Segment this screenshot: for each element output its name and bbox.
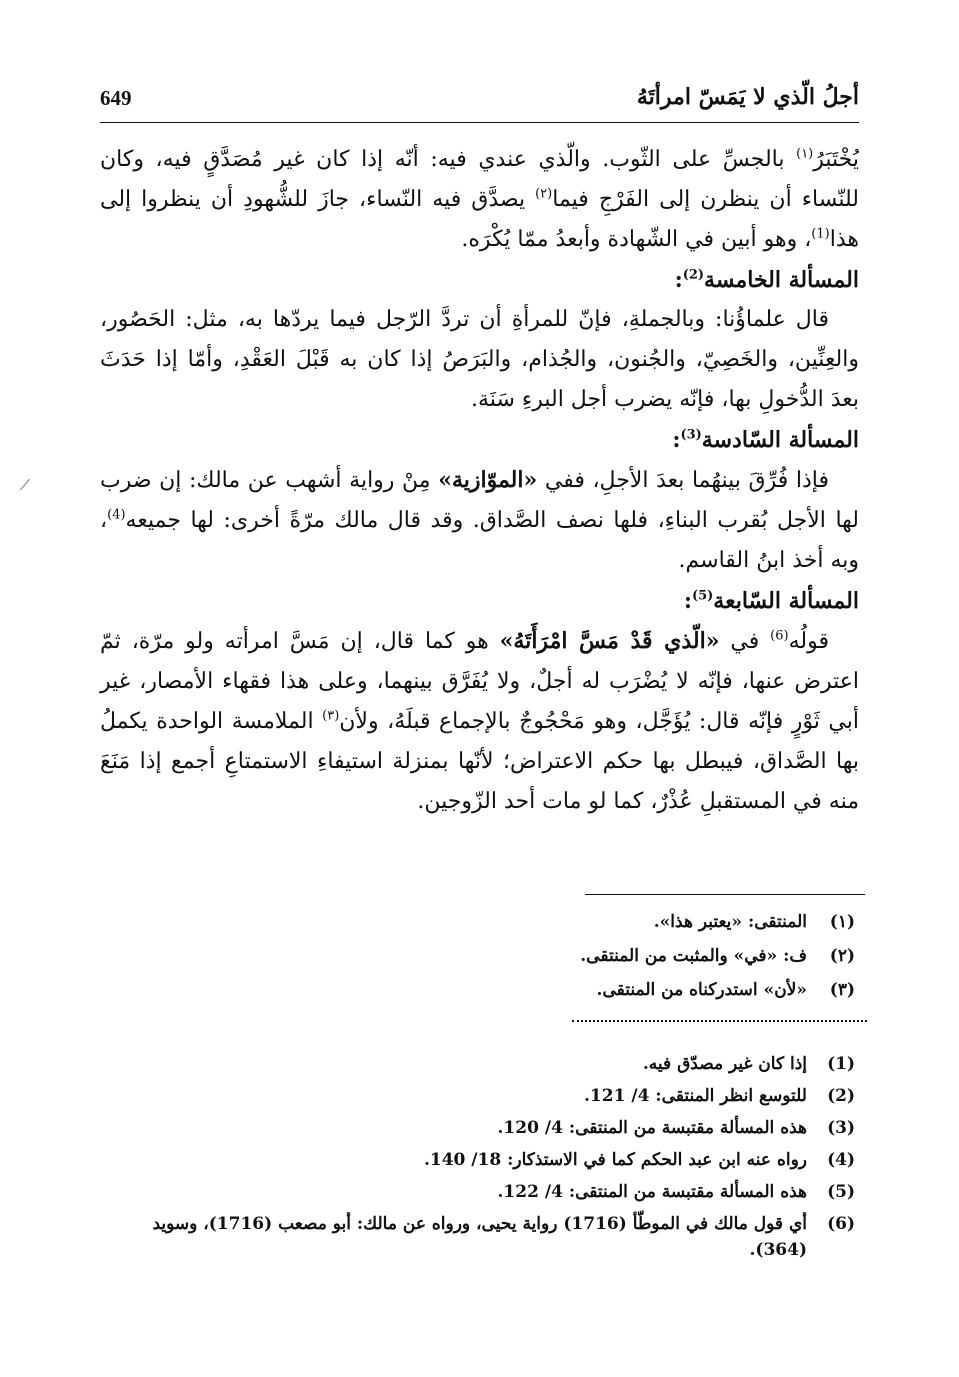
main-text xyxy=(100,140,859,822)
footnote-ref: (3) xyxy=(680,427,702,443)
footnote-separator xyxy=(585,894,865,895)
footnote-number: (4) xyxy=(827,1150,855,1170)
footnote-item xyxy=(99,1080,859,1112)
footnote-item xyxy=(99,1176,859,1208)
footnote-text: للتوسع انظر المنتقى: 4/ 121. xyxy=(584,1086,807,1106)
footnote-dotted-separator xyxy=(572,1020,867,1022)
footnote-number: (٣) xyxy=(829,980,855,1000)
paragraph-4: قولُه$^{(6)}$ في «الّذي قَدْ مَسَّ امْرَأَتَهُ» هو كما قال، إن مَسَّ امرأته ولو مرّة، ثمّ اعترض عنها، فإنّه لا يُضْرَب له أجلٌ، ولا يُفَرَّق بينهما، وعلى هذا فقهاء الأمصار، غير أبي ثَوْرٍ فإنّه قال: يُؤَجَّل، وهو مَحْجُوجٌ بالإجماع قبلَهُ، ولأن$^{(٣)}$ الملامسة الواحدة يكملُ بها الصَّداق، فيبطل بها حكم الاعتراض؛ لأنّها بمنزلة استيفاءِ الاستمتاعِ أجمع إذا مَنَعَ منه في المستقبلِ عُذْرٌ، كما لو مات أحد الزّوجين. xyxy=(100,628,859,814)
paragraph-3: فإذا فُرِّقَ بينهُما بعدَ الأجلِ، ففي «الموّازية» مِنْ رواية أشهب عن مالك: إن ضرب لها الأجل بُقرب البناءِ، فلها نصف الصَّداق. وقد قال مالك مرّةً أخرى: لها جميعه$^{(4)}$، وبه أخذ ابنُ القاسم. xyxy=(100,467,859,573)
footnote-text: هذه المسألة مقتبسة من المنتقى: 4/ 120. xyxy=(497,1118,807,1138)
footnote-ref: (2) xyxy=(682,267,705,283)
paragraph-1: يُخْتَبَرُ$^{(١)}$ بالجسِّ على الثّوب. والّذي عندي فيه: أنّه إذا كان غير مُصَدَّقٍ فيه، وكان للنّساء أن ينظرن إلى الفَرْجِ فيما$^{(٢)}$ يصدَّق فيه النّساء، جازَ للشُّهودِ أن ينظروا إلى هذا$^{(1)}$، وهو أبين في الشّهادة وأبعدُ ممّا يُكْرَه. xyxy=(100,146,860,252)
footnote-text: أي قول مالك في الموطّأ (1716) رواية يحيى، ورواه عن مالك: أبو مصعب (1716)، وسويد (364). xyxy=(152,1214,807,1260)
footnote-ref: (٢) xyxy=(535,186,553,202)
footnote-number: (١) xyxy=(829,912,855,932)
page-header xyxy=(100,84,859,118)
footnote-ref: (6) xyxy=(770,628,789,644)
header-rule xyxy=(100,122,859,123)
footnote-text: إذا كان غير مصدّق فيه. xyxy=(642,1054,807,1074)
section-heading-6: المسألة السّادسة$^{(3)}$: xyxy=(672,427,859,453)
footnote-item xyxy=(99,1208,859,1263)
footnote-ref: (5) xyxy=(691,588,714,604)
footnote-item xyxy=(99,1144,859,1176)
footnote-number: (1) xyxy=(827,1054,855,1074)
bold-citation: «الّذي قَدْ مَسَّ امْرَأَتَهُ» xyxy=(499,628,720,654)
section-heading-5: المسألة الخامسة$^{(2)}$: xyxy=(674,267,859,293)
footnote-number: (5) xyxy=(827,1182,855,1202)
manuscript-footnotes xyxy=(99,905,859,1007)
footnote-text: ف: «في» والمثبت من المنتقى. xyxy=(580,946,807,966)
footnote-item xyxy=(99,1112,859,1144)
running-title: أجلُ الّذي لا يَمَسّ امرأتَهُ xyxy=(636,84,859,110)
page-number: 649 xyxy=(100,86,132,110)
footnote-item xyxy=(99,1048,859,1080)
footnote-text: المنتقى: «يعتبر هذا». xyxy=(653,912,807,932)
footnote-ref: (4) xyxy=(107,507,126,523)
editor-footnotes xyxy=(99,1048,859,1263)
footnote-number: (2) xyxy=(827,1086,855,1106)
paragraph-2: قال علماؤُنا: وبالجملةِ، فإنّ للمرأةِ أن تردَّ الرّجل فيما يردّها به، مثل: الحَصُور، والعِنِّين، والخَصِيّ، والجُنون، والجُذام، والبَرَصُ إذا كان به قَبْلَ العَقْدِ، وأمّا إذا حَدَثَ بعدَ الدُّخولِ بها، فإنّه يضرب أجل البرءِ سَنَة. xyxy=(100,307,859,412)
margin-mark xyxy=(20,479,30,490)
footnote-ref: (1) xyxy=(811,226,830,242)
footnote-text: هذه المسألة مقتبسة من المنتقى: 4/ 122. xyxy=(497,1182,807,1202)
bold-citation: «الموّازية» xyxy=(438,467,538,493)
footnote-item xyxy=(99,939,859,973)
footnote-item xyxy=(99,905,859,939)
footnote-ref: (١) xyxy=(796,146,814,162)
footnote-number: (6) xyxy=(827,1214,855,1234)
footnote-ref: (٣) xyxy=(322,708,340,724)
footnote-number: (3) xyxy=(827,1118,855,1138)
section-heading-7: المسألة السّابعة$^{(5)}$: xyxy=(683,588,859,614)
footnote-text: رواه عنه ابن عبد الحكم كما في الاستذكار: 18/ 140. xyxy=(423,1150,807,1170)
footnote-item xyxy=(99,973,859,1007)
footnote-number: (٢) xyxy=(829,946,855,966)
footnote-text: «لأن» استدركناه من المنتقى. xyxy=(596,980,807,1000)
